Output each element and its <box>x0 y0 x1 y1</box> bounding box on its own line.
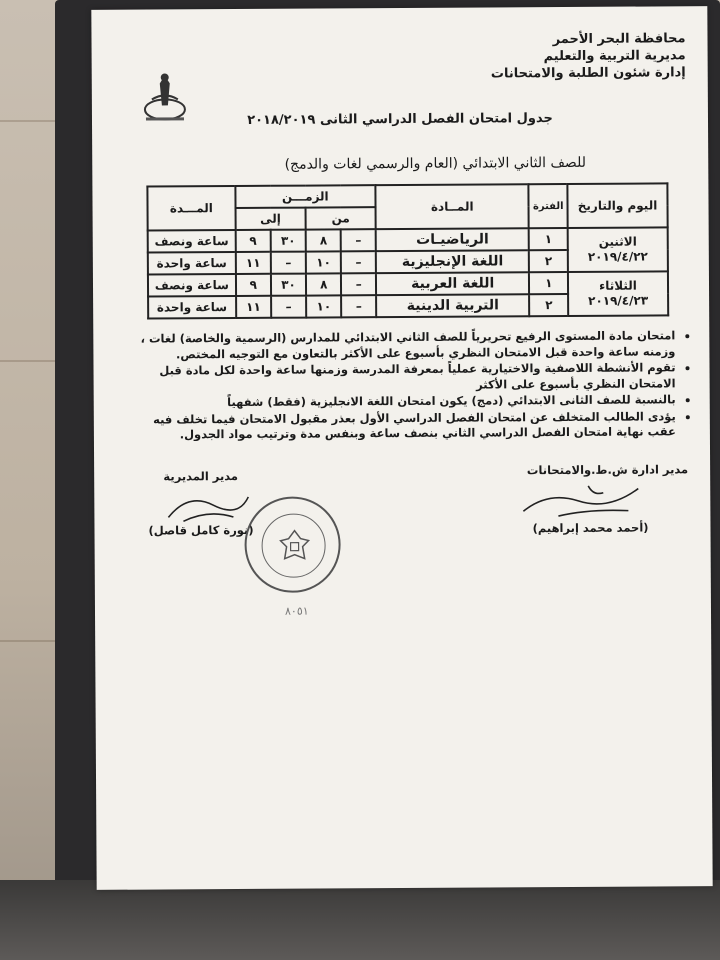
document-page <box>91 6 712 890</box>
page-subtitle: للصف الثاني الابتدائي (العام والرسمي لغات والدمج) <box>284 154 587 173</box>
day-date: ٢٠١٩/٤/٢٣ <box>588 293 649 308</box>
directorate-logo-icon <box>140 69 190 125</box>
separator-cell: – <box>341 273 376 295</box>
handwritten-signature-icon <box>163 487 253 524</box>
department-label: إدارة شئون الطلبة والامتحانات <box>490 65 686 82</box>
header-period: الفترة <box>529 184 568 228</box>
handwritten-signature-icon <box>518 480 648 521</box>
to-minute-cell: – <box>271 252 306 274</box>
governorate-label: محافظة البحر الأحمر <box>552 31 686 48</box>
day-name: الاثنين <box>598 234 637 249</box>
signature-block-department <box>518 462 688 535</box>
binder-edge <box>0 880 720 960</box>
separator-cell: – <box>341 295 376 317</box>
document-serial: ٨٠٥١ <box>284 604 309 618</box>
from-hour-cell: ٨ <box>306 229 341 251</box>
from-hour-cell: ١٠ <box>306 295 341 317</box>
subject-cell: اللغة العربية <box>376 272 530 295</box>
subject-cell: الرياضيـات <box>376 228 530 251</box>
signature-title: مدير المديرية <box>163 469 239 484</box>
separator-cell: – <box>341 229 376 251</box>
period-cell: ٢ <box>529 250 568 272</box>
eagle-emblem-icon <box>278 529 310 563</box>
duration-cell: ساعة واحدة <box>148 296 236 319</box>
page-title: جدول امتحان الفصل الدراسي الثانى ٢٠١٨/٢٠١٩ <box>247 111 553 128</box>
day-date: ٢٠١٩/٤/٢٢ <box>587 249 648 264</box>
subject-cell: التربية الدينية <box>376 294 530 317</box>
period-cell: ١ <box>529 228 568 250</box>
note-item: • تقوم الأنشطة اللاصفية والاختيارية عملياً بمعرفة المدرسة وزمنها ساعة واحدة لكل مادة قبل الامتحان النظري بأسبوع على الأكثر <box>123 360 675 394</box>
duration-cell: ساعة ونصف <box>148 274 236 297</box>
signature-name: (أحمد محمد إبراهيم) <box>532 520 649 536</box>
to-minute-cell: – <box>271 296 306 318</box>
header-from: من <box>306 207 376 229</box>
table-row <box>148 271 668 296</box>
signature-block-director <box>148 469 253 538</box>
to-hour-cell: ١١ <box>236 296 271 318</box>
duration-cell: ساعة واحدة <box>148 252 236 275</box>
header-time: الزمـــن <box>235 185 375 208</box>
to-hour-cell: ٩ <box>236 274 271 296</box>
org-header <box>491 30 686 82</box>
from-hour-cell: ٨ <box>306 273 341 295</box>
day-cell <box>568 271 668 316</box>
note-item: • امتحان مادة المستوى الرفيع تحريرياً للصف الثاني الابتدائي للمدارس (الرسمية والخاصة) لغات ، وزمنه ساعة واحدة قبل الامتحان النظري بأسبوع على الأكثر بالتعاون مع التوجيه المختص. <box>123 328 675 362</box>
note-item: • يؤدى الطالب المتخلف عن امتحان الفصل الدراسي الأول بعذر مقبول الامتحان فيما تخلف فيه عقب نهاية امتحان الفصل الدراسي الثاني بنصف ساعة وبنفس مدة وترتيب مواد الجدول. <box>124 409 676 443</box>
header-to: إلى <box>235 208 306 230</box>
official-stamp-icon <box>244 496 341 593</box>
subject-cell: اللغة الإنجليزية <box>376 250 530 273</box>
table-row <box>148 227 668 252</box>
duration-cell: ساعة ونصف <box>148 230 236 253</box>
period-cell: ١ <box>529 272 568 294</box>
header-subject: المــادة <box>375 184 529 229</box>
to-hour-cell: ٩ <box>235 230 270 252</box>
note-item: • بالنسبة للصف الثانى الابتدائي (دمج) يكون امتحان اللغة الانجليزية (فقط) شفهياً <box>124 392 676 411</box>
exam-schedule-table <box>146 182 669 319</box>
table-header-row <box>147 183 667 208</box>
header-day-date: اليوم والتاريخ <box>567 183 667 228</box>
period-cell: ٢ <box>529 294 568 316</box>
header-duration: المـــدة <box>147 186 235 231</box>
to-hour-cell: ١١ <box>236 252 271 274</box>
day-name: الثلاثاء <box>599 278 637 293</box>
day-cell <box>568 227 668 272</box>
from-hour-cell: ١٠ <box>306 251 341 273</box>
signature-name: (نورة كامل قاصل) <box>148 522 254 538</box>
signature-title: مدير ادارة ش.ط.والامتحانات <box>526 462 689 478</box>
directorate-label: مديرية التربية والتعليم <box>543 48 686 65</box>
separator-cell: – <box>341 251 376 273</box>
to-minute-cell: ٣٠ <box>271 274 306 296</box>
notes-section <box>123 328 690 444</box>
to-minute-cell: ٣٠ <box>271 230 306 252</box>
